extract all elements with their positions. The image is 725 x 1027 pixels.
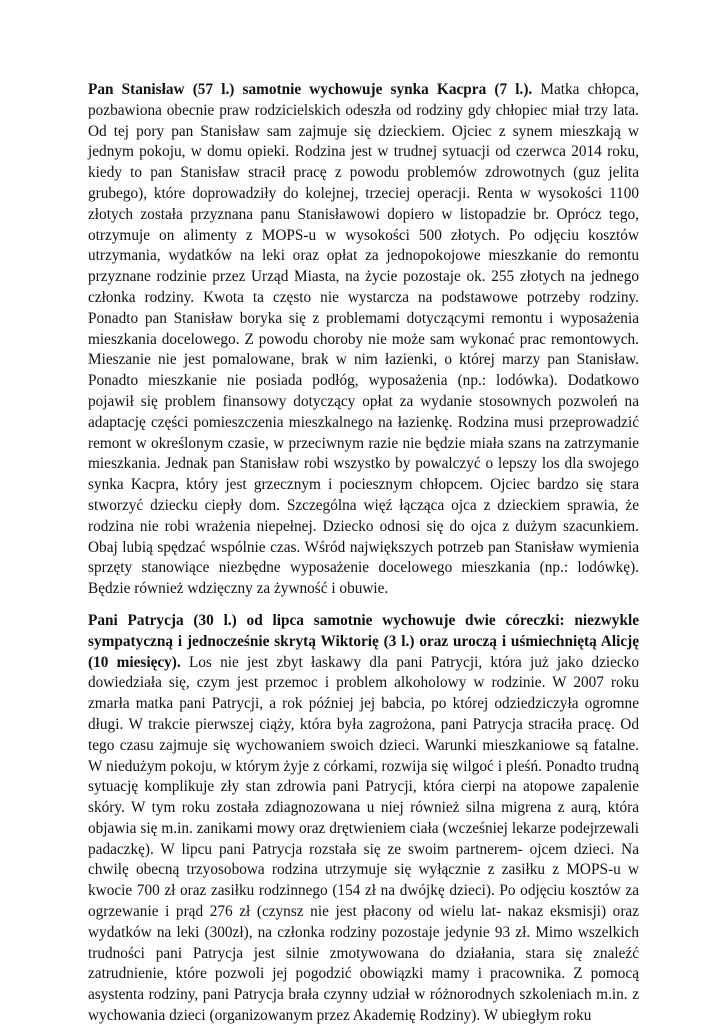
document-body <box>88 80 639 1027</box>
paragraph-text: Los nie jest zbyt łaskawy dla pani Patrycji, która już jako dziecko dowiedziała się, czym jest przemoc i problem alkoholowy w rodzinie. W 2007 roku zmarła matka pani Patrycji, a rok później jej babcia, po której odziedziczyła ogromne długi. W trakcie pierwszej ciąży, która była zagrożona, pani Patrycja straciła pracę. Od tego czasu zajmuje się wychowaniem swoich dzieci. Warunki mieszkaniowe są fatalne. W niedużym pokoju, w którym żyje z córkami, rozwija się wilgoć i pleśń. Ponadto trudną sytuację komplikuje zły stan zdrowia pani Patrycji, która cierpi na atopowe zapalenie skóry. W tym roku została zdiagnozowana u niej również silna migrena z aurą, która objawia się m.in. zanikami mowy oraz drętwieniem ciała (wcześniej lekarze podejrzewali padaczkę). W lipcu pani Patrycja rozstała się ze swoim partnerem- ojcem dzieci. Na chwilę obecną trzyosobowa rodzina utrzymuje się wyłącznie z zasiłku z MOPS-u w kwocie 700 zł oraz zasiłku rodzinnego (154 zł na dwójkę dzieci). Po odjęciu kosztów za ogrzewanie i prąd 276 zł (czynsz nie jest płacony od wielu lat- nakaz eksmisji) oraz wydatków na leki (300zł), na członka rodziny pozostaje jedynie 93 zł. Mimo wszelkich trudności pani Patrycja jest silnie zmotywowana do działania, stara się znaleźć zatrudnienie, które pozwoli jej pogodzić obowiązki mamy i pracownika. Z pomocą asystenta rodziny, pani Patrycja brała czynny udział w różnorodnych szkoleniach m.in. z wychowania dzieci (organizowanym przez Akademię Rodziny). W ubiegłym roku <box>88 653 639 1025</box>
paragraph-stanislaw <box>88 80 639 600</box>
paragraph-lead: Pan Stanisław (57 l.) samotnie wychowuje synka Kacpra (7 l.). <box>88 81 533 98</box>
paragraph-patrycja <box>88 611 639 1027</box>
paragraph-lead: Pani Patrycja (30 l.) od lipca samotnie wychowuje dwie córeczki: niezwykle sympatyczną i jednocześnie skrytą Wiktorię (3 l.) oraz uroczą i uśmiechniętą Alicję (10 miesięcy). <box>88 611 639 671</box>
paragraph-text: Matka chłopca, pozbawiona obecnie praw rodzicielskich odeszła od rodziny gdy chłopiec miał trzy lata. Od tej pory pan Stanisław sam zajmuje się dzieckiem. Ojciec z synem mieszkają w jednym pokoju, w domu opieki. Rodzina jest w trudnej sytuacji od czerwca 2014 roku, kiedy to pan Stanisław stracił pracę z powodu problemów zdrowotnych (guz jelita grubego), które doprowadziły do kolejnej, trzeciej operacji. Renta w wysokości 1100 złotych została przyznana panu Stanisławowi dopiero w listopadzie br. Oprócz tego, otrzymuje on alimenty z MOPS-u w wysokości 500 złotych. Po odjęciu kosztów utrzymania, wydatków na leki oraz opłat za jednopokojowe mieszkanie do remontu przyznane rodzinie przez Urząd Miasta, na życie pozostaje ok. 255 złotych na jednego członka rodziny. Kwota ta często nie wystarcza na podstawowe potrzeby rodziny. Ponadto pan Stanisław boryka się z problemami dotyczącymi remontu i wyposażenia mieszkania docelowego. Z powodu choroby nie może sam wykonać prac remontowych. Mieszanie nie jest pomalowane, brak w nim łazienki, o której marzy pan Stanisław. Ponadto mieszkanie nie posiada podłóg, wyposażenia (np.: lodówka). Dodatkowo pojawił się problem finansowy dotyczący opłat za wydanie stosownych pozwoleń na adaptację części pomieszczenia mieszkalnego na łazienkę. Rodzina musi przeprowadzić remont w określonym czasie, w przeciwnym razie nie będzie miała szans na zatrzymanie mieszkania. Jednak pan Stanisław robi wszystko by powalczyć o lepszy los dla swojego synka Kacpra, który jest grzecznym i pociesznym chłopcem. Ojciec bardzo się stara stworzyć dziecku ciepły dom. Szczególna więź łącząca ojca z dzieckiem sprawia, że rodzina nie robi wrażenia niepełnej. Dziecko odnosi się do ojca z dużym szacunkiem. Obaj lubią spędzać wspólnie czas. Wśród największych potrzeb pan Stanisław wymienia sprzęty stanowiące niezbędne wyposażenie docelowego mieszkania (np.: lodówkę). Będzie również wdzięczny za żywność i obuwie. <box>88 81 640 598</box>
